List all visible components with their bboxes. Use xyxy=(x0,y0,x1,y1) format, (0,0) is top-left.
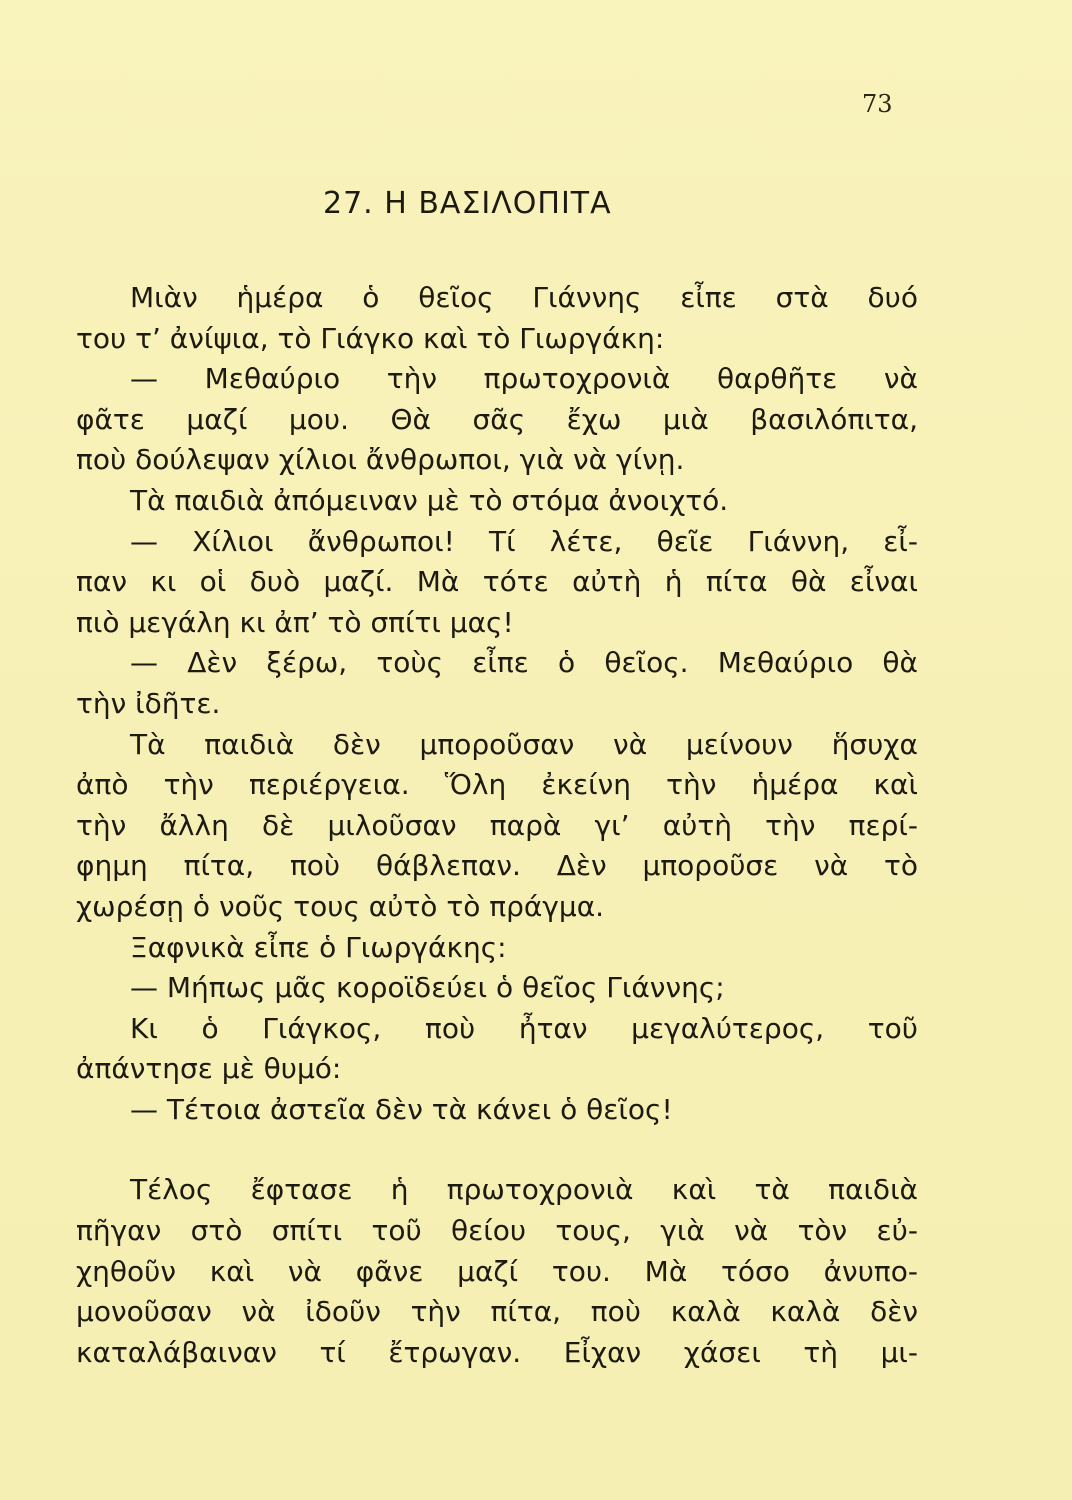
text-line: ἀπάντησε μὲ θυμό: xyxy=(76,1052,342,1086)
text-line: Κι ὁ Γιάγκος, ποὺ ἦταν μεγαλύτερος, τοῦ xyxy=(130,1011,918,1045)
text-line: Τέλος ἔφτασε ἡ πρωτοχρονιὰ καὶ τὰ παιδιὰ xyxy=(130,1173,918,1207)
text-line: — Μεθαύριο τὴν πρωτοχρονιὰ θαρθῆτε νὰ xyxy=(130,362,918,396)
chapter-title: 27. Η ΒΑΣΙΛΟΠΙΤΑ xyxy=(323,186,612,221)
text-line: χηθοῦν καὶ νὰ φᾶνε μαζί του. Μὰ τόσο ἀνυπο- xyxy=(76,1254,918,1288)
text-line: τὴν ἄλλη δὲ μιλοῦσαν παρὰ γι’ αὐτὴ τὴν περί- xyxy=(76,808,918,842)
text-line: πιὸ μεγάλη κι ἀπ’ τὸ σπίτι μας! xyxy=(76,605,514,639)
text-line: Ξαφνικὰ εἶπε ὁ Γιωργάκης: xyxy=(130,930,507,964)
text-section-1 xyxy=(76,278,918,1130)
text-line: Τὰ παιδιὰ δὲν μποροῦσαν νὰ μείνουν ἥσυχα xyxy=(130,727,918,761)
text-line: φημη πίτα, ποὺ θάβλεπαν. Δὲν μποροῦσε νὰ τὸ xyxy=(76,849,918,883)
text-line: — Τέτοια ἀστεῖα δὲν τὰ κάνει ὁ θεῖος! xyxy=(130,1092,673,1126)
section-gap xyxy=(76,1130,918,1170)
text-line: τὴν ἰδῆτε. xyxy=(76,686,221,720)
text-line: — Μήπως μᾶς κοροϊδεύει ὁ θεῖος Γιάννης; xyxy=(130,971,725,1005)
text-line: πῆγαν στὸ σπίτι τοῦ θείου τους, γιὰ νὰ τὸν εὐ- xyxy=(76,1214,918,1248)
text-line: — Δὲν ξέρω, τοὺς εἶπε ὁ θεῖος. Μεθαύριο θὰ xyxy=(130,646,918,680)
body-text xyxy=(76,278,918,1373)
text-line: παν κι οἱ δυὸ μαζί. Μὰ τότε αὐτὴ ἡ πίτα θὰ εἶναι xyxy=(76,565,918,599)
text-line: ποὺ δούλεψαν χίλιοι ἄνθρωποι, γιὰ νὰ γίνῃ. xyxy=(76,443,685,477)
text-line: χωρέσῃ ὁ νοῦς τους αὐτὸ τὸ πράγμα. xyxy=(76,889,605,923)
text-line: ἀπὸ τὴν περιέργεια. Ὅλη ἐκείνη τὴν ἡμέρα καὶ xyxy=(76,768,918,802)
text-section-2 xyxy=(76,1170,918,1373)
text-line: Τὰ παιδιὰ ἀπόμειναν μὲ τὸ στόμα ἀνοιχτό. xyxy=(130,483,729,517)
page-number: 73 xyxy=(862,90,893,118)
text-line: του τ’ ἀνίψια, τὸ Γιάγκο καὶ τὸ Γιωργάκη: xyxy=(76,321,665,355)
text-line: μονοῦσαν νὰ ἰδοῦν τὴν πίτα, ποὺ καλὰ καλὰ δὲν xyxy=(76,1295,918,1329)
text-line: — Χίλιοι ἄνθρωποι! Τί λέτε, θεῖε Γιάννη, εἶ- xyxy=(130,524,918,558)
text-line: Μιὰν ἡμέρα ὁ θεῖος Γιάννης εἶπε στὰ δυό xyxy=(130,281,918,314)
text-line: φᾶτε μαζί μου. Θὰ σᾶς ἔχω μιὰ βασιλόπιτα, xyxy=(76,402,918,436)
text-line: καταλάβαιναν τί ἔτρωγαν. Εἶχαν χάσει τὴ μι- xyxy=(76,1335,918,1369)
